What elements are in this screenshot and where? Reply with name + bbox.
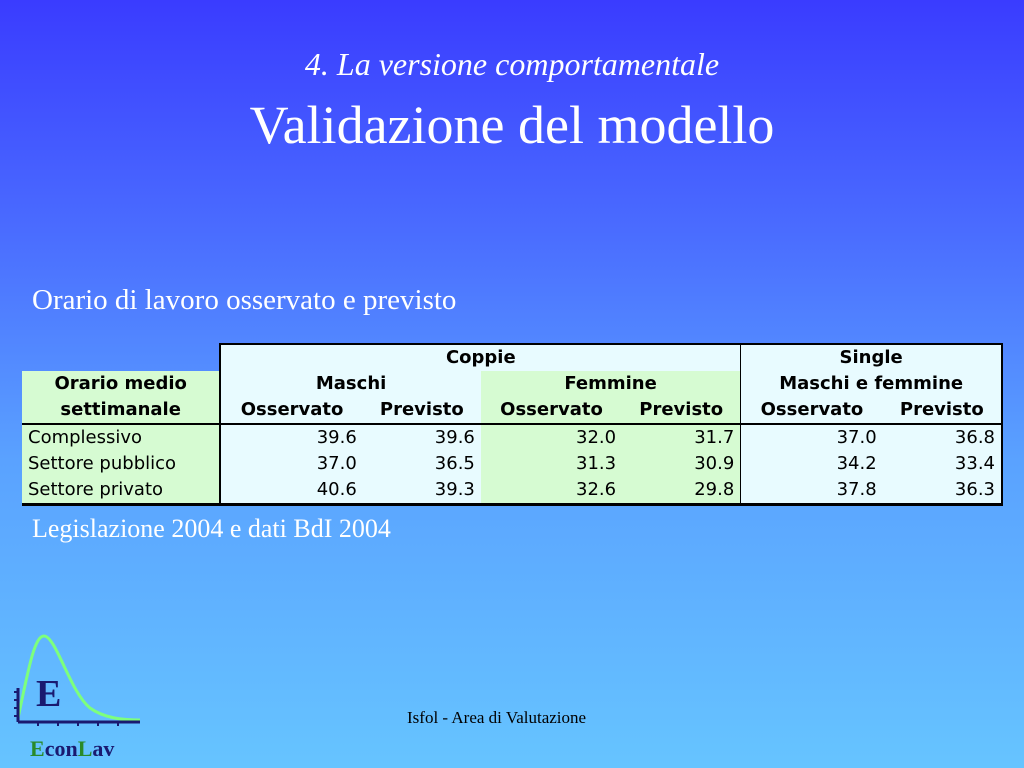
- table-row: [22, 477, 1002, 505]
- logo-name: [30, 736, 114, 762]
- row-label: Settore pubblico: [22, 451, 220, 477]
- table-cell: 39.6: [363, 424, 481, 451]
- table-cell: 36.3: [883, 477, 1002, 505]
- table-cell: 36.5: [363, 451, 481, 477]
- slide-title: Validazione del modello: [249, 95, 775, 155]
- table-cell: 39.6: [220, 424, 362, 451]
- table-cell: 34.2: [741, 451, 883, 477]
- column-header: Osservato: [741, 397, 883, 424]
- column-header: Previsto: [363, 397, 481, 424]
- logo-name-part: con: [44, 736, 78, 761]
- data-table: [22, 343, 1003, 506]
- row-header-line-2: settimanale: [22, 397, 220, 424]
- table-cell: 39.3: [363, 477, 481, 505]
- table-row: [22, 424, 1002, 451]
- table-heading: Orario di lavoro osservato e previsto: [32, 284, 457, 316]
- table-source-note: Legislazione 2004 e dati BdI 2004: [32, 514, 391, 543]
- table-cell: 33.4: [883, 451, 1002, 477]
- row-header-line-1: Orario medio: [22, 371, 220, 397]
- table-cell: 31.3: [481, 451, 622, 477]
- table-cell: 37.8: [741, 477, 883, 505]
- row-label: Settore privato: [22, 477, 220, 505]
- row-label: Complessivo: [22, 424, 220, 451]
- slide-footer: Isfol - Area di Valutazione: [407, 708, 587, 727]
- table-cell: 31.7: [622, 424, 741, 451]
- table-cell: 37.0: [741, 424, 883, 451]
- logo-name-part: L: [77, 736, 93, 761]
- column-header: Osservato: [481, 397, 622, 424]
- table-header-row-1: [22, 344, 1002, 371]
- subgroup-header-maschi-femmine: Maschi e femmine: [741, 371, 1002, 397]
- subgroup-header-femmine: Femmine: [481, 371, 741, 397]
- logo-letter: E: [36, 673, 62, 715]
- table-cell: 36.8: [883, 424, 1002, 451]
- table-cell: 37.0: [220, 451, 362, 477]
- table-cell: 40.6: [220, 477, 362, 505]
- table-cell: 32.0: [481, 424, 622, 451]
- slide-subtitle: 4. La versione comportamentale: [304, 46, 720, 82]
- column-header: Previsto: [883, 397, 1002, 424]
- group-header-single: Single: [741, 344, 1002, 371]
- table-cell: 32.6: [481, 477, 622, 505]
- column-header: Previsto: [622, 397, 741, 424]
- column-header: Osservato: [220, 397, 362, 424]
- table-header-row-2: [22, 371, 1002, 397]
- subgroup-header-maschi: Maschi: [220, 371, 481, 397]
- empty-corner-cell: [22, 344, 220, 371]
- table-cell: 29.8: [622, 477, 741, 505]
- logo-name-part: av: [92, 736, 115, 761]
- logo-name-part: E: [30, 736, 45, 761]
- table-header-row-3: [22, 397, 1002, 424]
- group-header-coppie: Coppie: [220, 344, 740, 371]
- table-cell: 30.9: [622, 451, 741, 477]
- table-row: [22, 451, 1002, 477]
